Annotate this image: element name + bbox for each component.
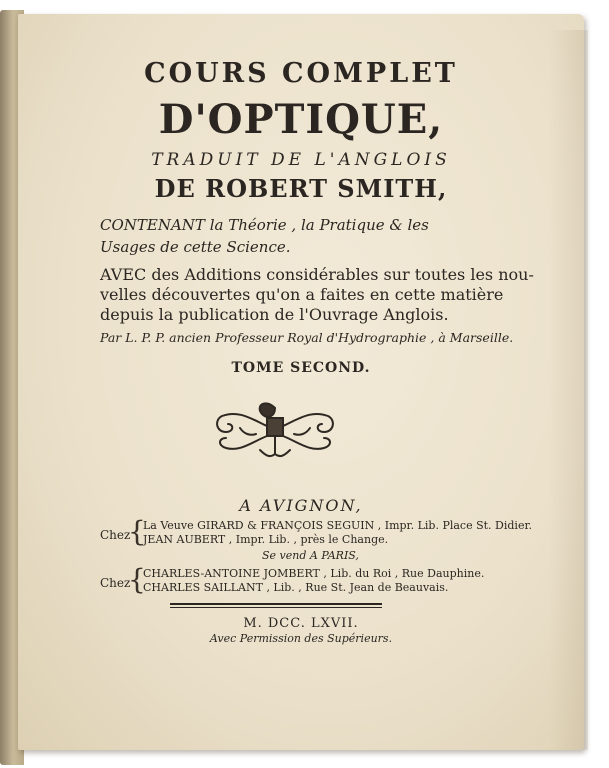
chez-label-2: Chez (100, 576, 131, 590)
volume-label: TOME SECOND. (231, 360, 371, 376)
floral-ornament-icon (210, 398, 340, 460)
brace-icon: { (128, 563, 146, 596)
divider-rule-thick (170, 603, 382, 605)
brace-icon: { (128, 515, 146, 548)
title-line-1: COURS COMPLET (144, 58, 458, 89)
permission-line: Avec Permission des Supérieurs. (209, 632, 393, 645)
also-sold-line: Se vend A PARIS, (262, 549, 359, 562)
title-line-4: DE ROBERT SMITH, (154, 174, 448, 203)
seller-line-1: CHARLES-ANTOINE JOMBERT , Lib. du Roi , Rue Dauphine. (143, 567, 485, 580)
imprint-city: A AVIGNON, (239, 496, 363, 515)
divider-rule-thin (170, 607, 382, 608)
additions-line-3: depuis la publication de l'Ouvrage Anglois. (100, 305, 449, 324)
chez-label-1: Chez (100, 528, 131, 542)
seller-line-2: CHARLES SAILLANT , Lib. , Rue St. Jean de Beauvais. (143, 581, 449, 594)
additions-line-2: velles découvertes qu'on a faites en cette matière (100, 285, 504, 304)
additions-line-1: AVEC des Additions considérables sur toutes les nou- (100, 265, 534, 284)
title-line-3: TRADUIT DE L'ANGLOIS (151, 150, 451, 170)
title-line-2: D'OPTIQUE, (158, 96, 444, 143)
author-line: Par L. P. P. ancien Professeur Royal d'Hydrographie , à Marseille. (100, 330, 514, 345)
contents-line-1: CONTENANT la Théorie , la Pratique & les (100, 216, 429, 234)
printer-line-1: La Veuve GIRARD & FRANÇOIS SEGUIN , Impr. Lib. Place St. Didier. (143, 519, 532, 532)
publication-date: M. DCC. LXVII. (243, 616, 359, 631)
contents-line-2: Usages de cette Science. (100, 238, 291, 256)
printer-line-2: JEAN AUBERT , Impr. Lib. , près le Change. (143, 533, 389, 546)
